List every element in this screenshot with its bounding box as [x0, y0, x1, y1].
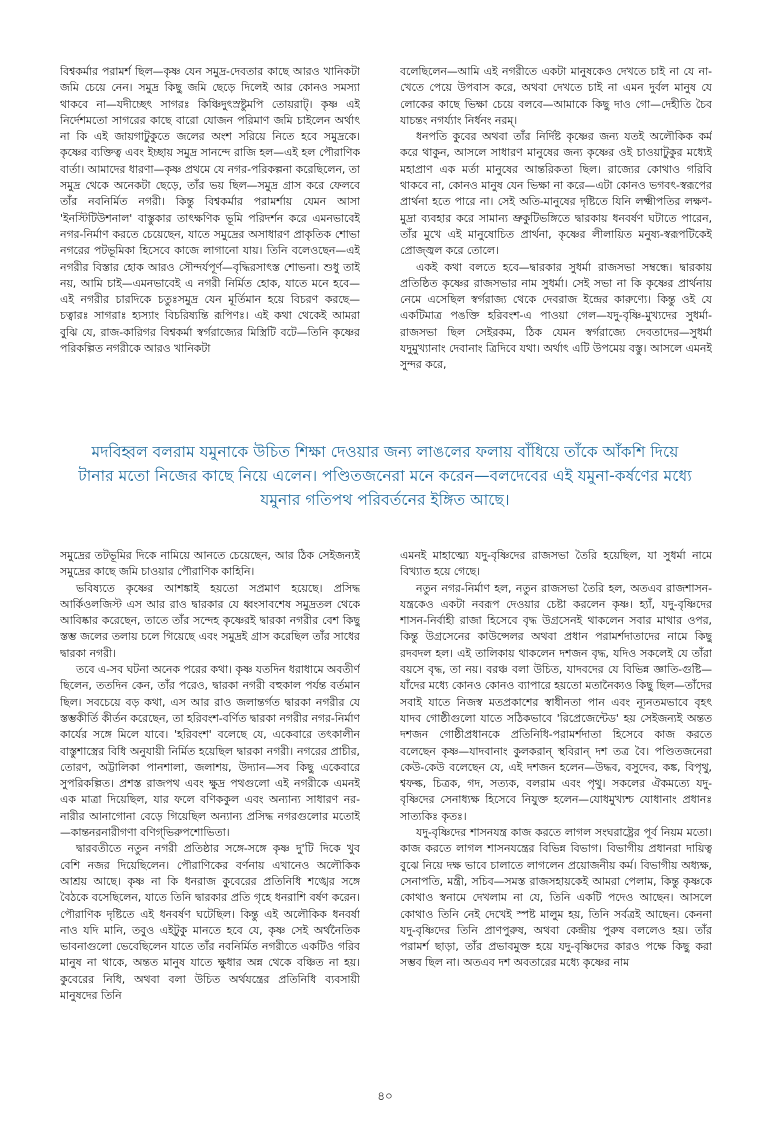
paragraph: ভবিষ্যতে কৃষ্ণের আশঙ্কাই হয়তো সপ্রমাণ হয়েছে। প্রসিদ্ধ আর্কিওলজিস্ট এস আর রাও দ্বারকার যে ধ্বংসাবশেষ সমুদ্রতল থেকে আবিষ্কার করেছেন, তাতে তাঁর সন্দেহ কৃষ্ণেরই দ্বারকা নগরীর বেশ কিছু স্তম্ভ জলের তলায় চলে গিয়েছে এবং সমুদ্রই গ্রাস করেছিল তাঁর সাধের দ্বারকা নগরী। [60, 581, 360, 660]
paragraph: সমুদ্রের তটভূমির দিকে নামিয়ে আনতে চেয়েছেন, আর ঠিক সেইজন্যই সমুদ্রের কাছে জমি চাওয়ার পৌরাণিক কাহিনি। [60, 549, 360, 579]
paragraph: তবে এ-সব ঘটনা অনেক পরের কথা। কৃষ্ণ যতদিন ধরাধামে অবতীর্ণ ছিলেন, ততদিন কেন, তাঁর পরেও, দ্বারকা নগরী বহুকাল পর্যন্ত বর্তমান ছিল। সবচেয়ে বড় কথা, এস আর রাও জলান্তর্গত দ্বারকা নগরীর যে স্তম্ভকীর্তি কীর্তন করেছেন, তা হরিবংশ-বর্ণিত দ্বারকা নগরীর নগর-নির্মাণ কার্যের সঙ্গে মিলে যাবে। 'হরিবংশ' বলেছে যে, একেবারে তৎকালীন বাস্তুশাস্ত্রের বিধি অনুযায়ী নির্মিত হয়েছিল দ্বারকা নগরী। নগরের প্রাচীর, তোরণ, অট্টালিকা পানশালা, জলাশয়, উদ্যান—সব কিছু একেবারে সুপরিকল্পিত। প্রশস্ত রাজপথ এবং ক্ষুদ্র পথগুলো এই নগরীকে এমনই এক মাত্রা দিয়েছিল, যার ফলে বণিককুল এবং অন্যান্য সাধারণ নর-নারীর আনাগোনা বেড়ে গিয়েছিল অন্যান্য প্রসিদ্ধ নগরগুলোর মতোই—কান্তনরনারীগণা বণিগ্‌ভিরুপশোভিতা। [60, 663, 360, 840]
paragraph: ধনপতি কুবের অথবা তাঁর নির্দিষ্ট কৃষ্ণের জন্য যতই অলৌকিক কর্ম করে থাকুন, আসলে সাধারণ মানুষের জন্য কৃষ্ণের ওই চাওয়াটুকুর মধ্যেই মহাপ্রাণ এক মর্তা মানুষের আন্তরিকতা ছিল। রাজ্যের কোথাও গরিবি থাকবে না, কোনও মানুষ যেন ভিক্ষা না করে—এটা কোনও ভগবৎ-স্বরূপের প্রার্থনা হতে পারে না। সেই অতি-মানুষের দৃষ্টিতে যিনি লক্ষ্মীপতির লক্ষণ-মুদ্রা ব্যবহার করে সামান্য ভ্রুকুটিভঙ্গিতে দ্বারকায় ধনবর্ষণ ঘটাতে পারেন, তাঁর মুখে এই মানুষোচিত প্রার্থনা, কৃষ্ণের লীলায়িত মনুষ্য-স্বরূপটিকেই প্রোজ্জ্বল করে তোলে। [400, 130, 712, 258]
paragraph: নতুন নগর-নির্মাণ হল, নতুন রাজসভা তৈরি হল, অতএব রাজশাসন-যন্ত্রকেও একটা নবরূপ দেওয়ার চেষ্টা করলেন কৃষ্ণ। হ্যাঁ, যদু-বৃষ্ণিদের শাসন-নির্বাহী রাজা হিসেবে বৃদ্ধ উগ্রসেনই থাকলেন সবার মাথার ওপর, কিন্তু উগ্রসেনের কাউন্সেলর অথবা প্রধান পরামর্শদাতাদের নামে কিছু রদবদল হল। এই তালিকায় থাকলেন দশজন বৃদ্ধ, যদিও সকলেই যে তাঁরা বয়সে বৃদ্ধ, তা নয়। বরঞ্চ বলা উচিত, যাদবদের যে বিভিন্ন জ্ঞাতি-গুষ্টি—যাঁদের মধ্যে কোনও কোনও ব্যাপারে হয়তো মতানৈক্যও কিছু ছিল—তাঁদের সবাই যাতে নিজস্ব মতপ্রকাশের স্বাধীনতা পান এবং ন্যূনতমভাবে বৃহৎ যাদব গোষ্ঠীগুলো যাতে সঠিকভাবে 'রিপ্রেজেন্টেড' হয় সেইজন্যই অন্তত দশজন গোষ্ঠীপ্রধানকে প্রতিনিধি-পরামর্শদাতা হিসেবে কাজ করতে বলেছেন কৃষ্ণ—যাদবানাং কুলকরান্‌ স্থবিরান্‌ দশ তত্র বৈ। পণ্ডিতজনেরা কেউ-কেউ বলেছেন যে, এই দশজন হলেন—উদ্ধব, বসুদেব, কঙ্ক, বিপৃথু, শ্বফল্ক, চিত্রক, গদ, সত্যক, বলরাম এবং পৃথু। সকলের ঐকমত্যে যদু-বৃষ্ণিদের সেনাধ্যক্ষ হিসেবে নিযুক্ত হলেন—যোধমুখ্যশ্চ যোধানাং প্রধানঃ সাত্যকিঃ কৃতঃ। [400, 581, 712, 823]
bottom-right-column [400, 548, 712, 1080]
pull-quote: মদবিহ্বল বলরাম যমুনাকে উচিত শিক্ষা দেওয়ার জন্য লাঙলের ফলায় বাঁধিয়ে তাঁকে আঁকশি দিয়ে টানার মতো নিজের কাছে নিয়ে এলেন। পণ্ডিতজনেরা মনে করেন—বলদেবের এই যমুনা-কর্ষণের মধ্যে যমুনার গতিপথ পরিবর্তনের ইঙ্গিত আছে। [78, 443, 692, 509]
paragraph: এমনই মাহাত্ম্যে যদু-বৃষ্ণিদের রাজসভা তৈরি হয়েছিল, যা সুধর্মা নামে বিখ্যাত হয়ে গেছে। [400, 549, 712, 579]
paragraph: বলেছিলেন—আমি এই নগরীতে একটা মানুষকেও দেখতে চাই না যে না-খেতে পেয়ে উপবাস করে, অথবা দেখতে চাই না এমন দুর্বল মানুষ যে লোকের কাছে ভিক্ষা চেয়ে বলবে—আমাকে কিছু দাও গো—দেহীতি চৈব যাচন্তং নগর্য্যাং নির্ধনং নরম্। [400, 65, 712, 127]
top-right-column [400, 64, 712, 410]
page-number: ৪০ [377, 1089, 393, 1103]
paragraph: বিশ্বকর্মার পরামর্শ ছিল—কৃষ্ণ যেন সমুদ্র-দেবতার কাছে আরও খানিকটা জমি চেয়ে নেন। সমুদ্র কিছু জমি ছেড়ে দিলেই আর কোনও সমস্যা থাকবে না—যদীচ্ছেৎ সাগরঃ কিঞ্চিদুৎস্রষ্টুমপি তোয়রাট্। কৃষ্ণ এই নির্দেশমতো সাগরের কাছে বারো যোজন পরিমাণ জমি চাইলেন অর্থাৎ না কি এই জায়গাটুকুতে জলের অংশ সরিয়ে নিতে হবে সমুদ্রকে। কৃষ্ণের ব্যক্তিত্ব এবং ইচ্ছায় সমুদ্র সানন্দে রাজি হল—এই হল পৌরাণিক বার্তা। আমাদের ধারণা—কৃষ্ণ প্রথমে যে নগর-পরিকল্পনা করেছিলেন, তা সমুদ্র থেকে অনেকটা ছেড়ে, তাঁর ভয় ছিল—সমুদ্র গ্রাস করে ফেলবে তাঁর নবনির্মিত নগরী। কিন্তু বিশ্বকর্মার পরামর্শায় যেমন আসা 'ইনস্টিটিউশনাল' বাস্তুকার তাৎক্ষণিক ভূমি পরিদর্শন করে এমনভাবেই নগর-নির্মাণ করতে চেয়েছেন, যাতে সমুদ্রের অসাধারণ প্রাকৃতিক শোভা নগরের পটভূমিকা হিসেবে কাজে লাগানো যায়। তিনি বলেওছেন—এই নগরীর বিস্তার হোক আরও সৌন্দর্যপূর্ণ—বৃদ্ধিরসাৎস্ত শোভনা। শুধু তাই নয়, আমি চাই—এমনভাবেই এ নগরী নির্মিত হোক, যাতে মনে হবে—এই নগরীর চারদিকে চতুঃসমুদ্র যেন মূর্তিমান হয়ে বিচরণ করছে—চত্বারঃ সাগরাঃ হ্যস্যাং বিচরিষ্যন্তি রূপিণঃ। এই কথা থেকেই আমরা বুঝি যে, রাজ-কারিগর বিশ্বকর্মা স্বর্গরাজ্যের মিস্ত্রিটি বটে—তিনি কৃষ্ণের পরিকল্পিত নগরীকে আরও খানিকটা [60, 65, 360, 356]
bottom-left-column [60, 548, 360, 1080]
paragraph: দ্বারবতীতে নতুন নগরী প্রতিষ্ঠার সঙ্গে-সঙ্গে কৃষ্ণ দু'টি দিকে খুব বেশি নজর দিয়েছিলেন। পৌরাণিকের বর্ণনায় এখানেও অলৌকিক আশ্রয় আছে। কৃষ্ণ না কি ধনরাজ কুবেরের প্রতিনিধি শঙ্খের সঙ্গে বৈঠকে বসেছিলেন, যাতে তিনি দ্বারকার প্রতি গৃহে ধনরাশি বর্ষণ করেন। পৌরাণিক দৃষ্টিতে এই ধনবর্ষণ ঘটেছিল। কিন্তু এই অলৌকিক ধনবর্ষা নাও যদি মানি, তবুও এইটুকু মানতে হবে যে, কৃষ্ণ সেই অর্থনৈতিক ভাবনাগুলো ভেবেছিলেন যাতে তাঁর নবনির্মিত নগরীতে একটিও গরিব মানুষ না থাকে, অন্তত মানুষ যাতে ক্ষুধার অন্ন থেকে বঞ্চিত না হয়। কুবেরের নিধি, অথবা বলা উচিত অর্থযন্ত্রের প্রতিনিধি ব্যবসায়ী মানুষদের তিনি [60, 842, 360, 1003]
paragraph: যদু-বৃষ্ণিদের শাসনযন্ত্র কাজ করতে লাগল সংঘরাষ্ট্রের পূর্ব নিয়ম মতো। কাজ করতে লাগল শাসনযন্ত্রের বিভিন্ন বিভাগ। বিভাগীয় প্রধানরা দায়িত্ব বুঝে নিয়ে দক্ষ ভাবে চালাতে লাগলেন প্রয়োজনীয় কর্ম। বিভাগীয় অধ্যক্ষ, সেনাপতি, মন্ত্রী, সচিব—সমস্ত রাজসহায়কেই আমরা পেলাম, কিন্তু কৃষ্ণকে কোথাও স্বনামে দেখলাম না যে, তিনি একটি পদেও আছেন। আসলে কোথাও তিনি নেই দেখেই স্পষ্ট মালুম হয়, তিনি সর্বত্রই আছেন। কেননা যদু-বৃষ্ণিদের তিনি প্রাণপুরুষ, অথবা কেন্দ্রীয় পুরুষ বললেও হয়। তাঁর পরামর্শ ছাড়া, তাঁর প্রভাবমুক্ত হয়ে যদু-বৃষ্ণিদের কারও পক্ষে কিছু করা সম্ভব ছিল না। অতএব দশ অবতারের মধ্যে কৃষ্ণের নাম [400, 826, 712, 970]
paragraph: একই কথা বলতে হবে—দ্বারকার সুধর্মা রাজসভা সম্বন্ধে। দ্বারকায় প্রতিষ্ঠিত কৃষ্ণের রাজসভার নাম সুধর্মা। সেই সভা না কি কৃষ্ণের প্রার্থনায় নেমে এসেছিল স্বর্গরাজ্য থেকে দেবরাজ ইন্দ্রের কারুণ্যে। কিন্তু ওই যে একটিমাত্র পঙক্তি হরিবংশ-এ পাওয়া গেল—যদু-বৃষ্ণি-মুখ্যদের সুধর্মা-রাজসভা ছিল সেইরকম, ঠিক যেমন স্বর্গরাজ্যে দেবতাদের—সুধর্মা যদুমুখ্যানাং দেবানাং ত্রিদিবে যথা। অর্থাৎ এটি উপমেয় বস্তু। আসলে এমনই সুন্দর করে, [400, 260, 712, 372]
top-left-column [60, 64, 360, 410]
